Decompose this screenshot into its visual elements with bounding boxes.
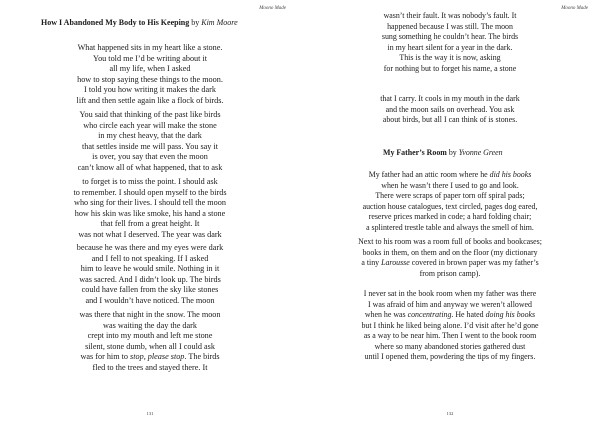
poem-line (300, 258, 600, 269)
poem-line: crept into my mouth and left me stone (87, 331, 213, 341)
stanza (0, 110, 300, 173)
poem-line: that settles inside me will pass. You say it (82, 141, 218, 151)
poem-line: in my heart silent for a year in the dark. (387, 42, 513, 52)
stanza (300, 11, 600, 74)
poem-line: was there that night in the snow. The moon (79, 310, 221, 319)
stanza (0, 243, 300, 306)
running-head-right: Moono Made (561, 6, 588, 11)
page-number-right: 132 (446, 411, 454, 416)
poem-line: that fell from a great height. It (100, 219, 200, 229)
poem-title-text: My Father’s Room (383, 148, 447, 157)
poem-line: to forget is to miss the point. I should ask (82, 177, 218, 186)
poem-line: that I carry. It cools in my mouth in the dark (380, 94, 520, 103)
poem-line: sung something he couldn’t hear. The birds (381, 32, 519, 41)
stanza (300, 170, 600, 233)
poem-line: There were scraps of paper torn off spiral pads; (375, 191, 525, 200)
poem-line: all my life, when I asked (109, 64, 191, 74)
poem-line: but I think he liked being alone. I’d visit after he’d gone (361, 320, 539, 330)
poem-line: a splintered trestle table and always the smell of him. (366, 222, 534, 232)
poem-line: fled to the trees and stayed there. It (92, 362, 208, 372)
poem-line: as a way to be near him. Then I went to the book room (363, 331, 537, 340)
emphasis-text: stop, please stop (130, 352, 185, 362)
poem-line: can’t know all of what happened, that to ask (77, 162, 223, 172)
poem-line: I was afraid of him and anyway we weren’t allowed (368, 299, 532, 309)
poem-title-text: How I Abandoned My Body to His Keeping (41, 18, 190, 27)
poem-title (383, 148, 503, 157)
poem-line: about birds, but all I can think of is stones. (382, 115, 518, 124)
poem-line: from prison camp). (419, 268, 481, 278)
poem-line: and I wouldn’t have noticed. The moon (85, 295, 215, 305)
poem-line: because he was there and my eyes were dark (76, 243, 224, 252)
poem-line-text: a tiny (361, 258, 382, 267)
emphasis-text: Larousse (381, 258, 410, 267)
poem-line: and the moon sails on overhead. You ask (385, 104, 515, 114)
poem-author: Yvonne Green (458, 148, 503, 157)
stanza (300, 237, 600, 279)
poem-line: I never sat in the book room when my father was there (363, 289, 537, 298)
poem-line: reserve prices marked in code; a hard folding chair; (368, 212, 532, 221)
poem-line-text: when he was (364, 310, 408, 319)
poem-line: is over, you say that even the moon (92, 152, 208, 162)
stanza (300, 94, 600, 126)
page-number-left: 131 (146, 411, 154, 416)
stanza (300, 289, 600, 363)
poem-line-text: My father had an attic room where he (368, 170, 490, 179)
poem-line: was waiting the day the dark (103, 320, 197, 330)
poem-line: You told me I’d be writing about it (92, 53, 207, 63)
poem-line (0, 352, 300, 363)
poem-line: was not what I deserved. The year was dark (78, 229, 222, 239)
poem-byline-by: by (191, 18, 200, 27)
poem-line: This is the way it is now, asking (399, 53, 501, 62)
emphasis-text: doing his books (485, 310, 536, 319)
poem-line-text: covered in brown paper was my father’s (409, 258, 539, 267)
poem-line: to remember. I should open myself to the birds (73, 187, 227, 197)
poem-line: Next to his room was a room full of books and bookcases; (358, 237, 542, 246)
poem-byline-by: by (448, 148, 457, 157)
stanza (0, 310, 300, 373)
poem-line: lift and then settle again like a flock of birds. (76, 95, 224, 105)
poem-line-text: . He hated (451, 310, 486, 319)
poem-line: how his skin was like smoke, his hand a stone (74, 208, 226, 218)
poem-line: was sacred. And I didn’t look up. The birds (79, 274, 221, 284)
poem-line: What happened sits in my heart like a stone. (77, 43, 223, 52)
emphasis-text: did his books (489, 170, 532, 179)
poem-line: in my chest heavy, that the dark (98, 131, 202, 141)
poem-line: when he wasn’t there I used to go and look. (381, 180, 519, 190)
poem-line: I told you how writing it makes the dark (84, 85, 216, 95)
poem-line: wasn’t their fault. It was nobody’s fault. It (383, 11, 517, 20)
running-head-left: Moono Made (259, 6, 286, 11)
poem-line: who sing for their lives. I should tell the moon (74, 198, 226, 208)
poem-line: auction house catalogues, text circled, pages dog eared, (362, 201, 538, 211)
poem-line: could have fallen from the sky like stones (81, 285, 219, 295)
poem-line: how to stop saying these things to the moon. (77, 74, 223, 84)
poem-line-text: was for him to (80, 352, 131, 362)
poem-line (300, 310, 600, 321)
poem-line: books in them, on them and on the floor (my dictionary (362, 247, 538, 257)
poem-line: silent, stone dumb, when all I could ask (85, 341, 215, 351)
poem-line: You said that thinking of the past like birds (79, 110, 221, 119)
poem-line: for nothing but to forget his name, a stone (383, 63, 517, 73)
stanza (0, 43, 300, 106)
poem-line (300, 170, 600, 181)
right-page (300, 0, 600, 424)
poem-title (41, 18, 238, 27)
poem-line: and I fell to not speaking. If I asked (91, 253, 209, 263)
stanza (0, 177, 300, 240)
poem-line-text: . The birds (184, 352, 220, 362)
poem-line: where so many abandoned stories gathered dust (374, 341, 526, 351)
poem-line: him to leave he would smile. Nothing in it (80, 264, 220, 274)
poem-line: happened because I was still. The moon (387, 21, 513, 31)
emphasis-text: concentrating (407, 310, 452, 319)
poem-line: until I opened them, powdering the tips of my fingers. (364, 352, 536, 361)
poem-author: Kim Moore (201, 18, 238, 27)
poem-line: who circle each year will make the stone (83, 120, 217, 130)
